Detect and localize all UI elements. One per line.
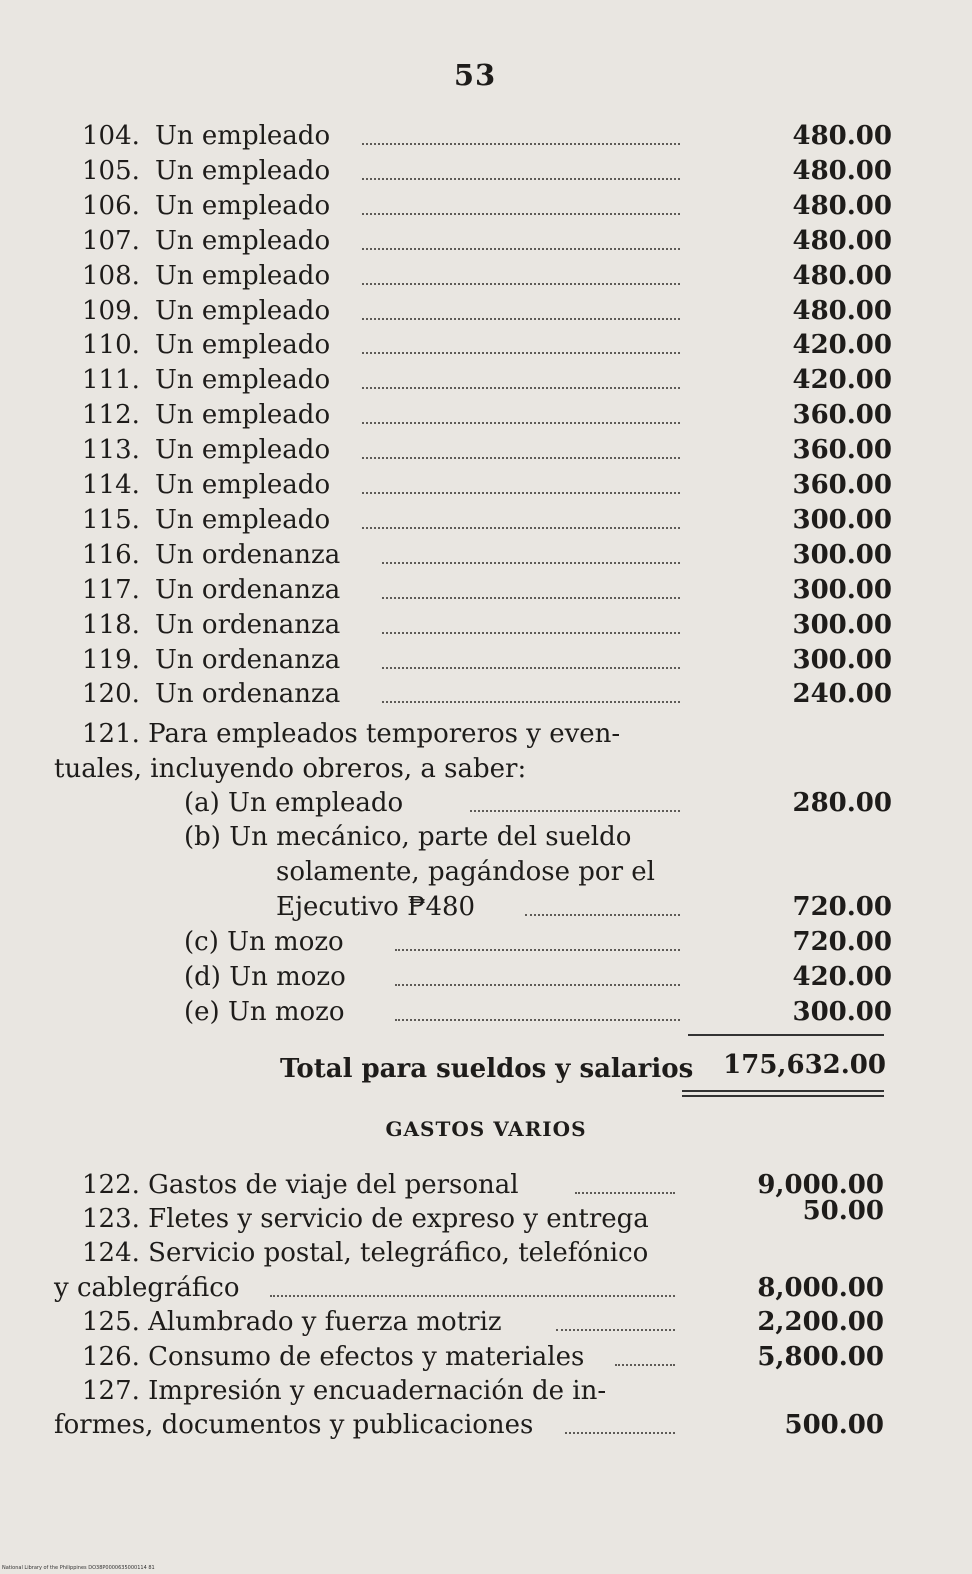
subitem-a-amount: 280.00 (792, 788, 892, 818)
gastos-123-amount: 50.00 (802, 1196, 884, 1226)
dot-leader (615, 1364, 675, 1366)
item-description: Un empleado (155, 365, 331, 396)
salary-item-row (0, 677, 972, 711)
subitem-a (0, 786, 972, 820)
item-description: Un empleado (155, 155, 331, 186)
dot-leader (362, 143, 680, 145)
dot-leader (362, 178, 680, 180)
subitem-e (0, 995, 972, 1029)
subitem-d-label: (d) Un mozo (184, 962, 346, 992)
item-number: 117. (82, 574, 140, 605)
gastos-124-line2: y cablegráfico (54, 1273, 240, 1303)
gastos-123-text: 123. Fletes y servicio de expreso y entrega (82, 1204, 649, 1234)
dot-leader (362, 352, 680, 354)
item-amount: 480.00 (792, 121, 892, 151)
salary-item-row (0, 328, 972, 362)
salary-item-row (0, 224, 972, 258)
gastos-item-127 (0, 1408, 972, 1442)
dot-leader (525, 914, 680, 916)
section-heading: GASTOS VARIOS (385, 1117, 587, 1141)
item-amount: 360.00 (792, 400, 892, 431)
item-number: 118. (82, 609, 140, 640)
salary-item-row (0, 503, 972, 537)
page-number: 53 (453, 58, 497, 92)
gastos-item-126 (0, 1340, 972, 1374)
dot-leader (556, 1329, 675, 1331)
item-amount: 240.00 (792, 679, 892, 710)
item-amount: 300.00 (792, 609, 892, 640)
dot-leader (362, 213, 680, 215)
salary-item-row (0, 573, 972, 607)
item-description: Un empleado (155, 295, 331, 326)
gastos-125-text: 125. Alumbrado y fuerza motriz (82, 1307, 502, 1337)
item-description: Un empleado (155, 121, 331, 151)
item-number: 106. (82, 190, 140, 221)
subitem-c-amount: 720.00 (792, 927, 892, 957)
subitem-b (0, 890, 972, 924)
gastos-126-amount: 5,800.00 (757, 1342, 884, 1372)
dot-leader (382, 562, 680, 564)
dot-leader (362, 318, 680, 320)
item-description: Un empleado (155, 400, 331, 431)
item-amount: 480.00 (792, 225, 892, 256)
subitem-d (0, 960, 972, 994)
dot-leader (362, 527, 680, 529)
salary-item-row (0, 468, 972, 502)
dot-leader (270, 1295, 675, 1297)
gastos-127-line1: 127. Impresión y encuadernación de in- (82, 1376, 607, 1406)
dot-leader (382, 597, 680, 599)
dot-leader (382, 667, 680, 669)
item-number: 113. (82, 435, 140, 466)
item-description: Un empleado (155, 435, 331, 466)
item-amount: 300.00 (792, 644, 892, 675)
item-number: 109. (82, 295, 140, 326)
salary-item-row (0, 259, 972, 293)
item-number: 120. (82, 679, 140, 710)
salary-item-row (0, 189, 972, 223)
salary-item-row (0, 154, 972, 188)
total-amount: 175,632.00 (723, 1050, 886, 1080)
item-amount: 300.00 (792, 574, 892, 605)
item-description: Un empleado (155, 225, 331, 256)
item-amount: 420.00 (792, 330, 892, 361)
item-number: 115. (82, 504, 140, 535)
item-amount: 480.00 (792, 155, 892, 186)
dot-leader (382, 701, 680, 703)
item-number: 111. (82, 365, 140, 396)
footer-credit: National Library of the Philippines DO38P0000635000114 81 (2, 1565, 155, 1571)
gastos-124-amount: 8,000.00 (757, 1273, 884, 1303)
gastos-127-line2: formes, documentos y publicaciones (54, 1410, 534, 1440)
subitem-c-label: (c) Un mozo (184, 927, 344, 957)
item-number: 114. (82, 470, 140, 500)
item-number: 107. (82, 225, 140, 256)
dot-leader (362, 492, 680, 494)
total-double-rule (682, 1090, 884, 1097)
item-number: 112. (82, 400, 140, 431)
dot-leader (565, 1432, 675, 1434)
gastos-126-text: 126. Consumo de efectos y materiales (82, 1342, 585, 1372)
subitem-b-line3: Ejecutivo ₱480 (276, 892, 476, 922)
dot-leader (470, 810, 680, 812)
item-description: Un ordenanza (155, 609, 341, 640)
item-amount: 300.00 (792, 539, 892, 570)
item-amount: 360.00 (792, 435, 892, 466)
item-number: 105. (82, 155, 140, 186)
gastos-127-amount: 500.00 (784, 1410, 884, 1440)
subitem-c (0, 925, 972, 959)
item-description: Un empleado (155, 504, 331, 535)
dot-leader (395, 1019, 680, 1021)
salary-item-row (0, 119, 972, 153)
subitem-d-amount: 420.00 (792, 962, 892, 992)
item-amount: 480.00 (792, 260, 892, 291)
item-number: 108. (82, 260, 140, 291)
item-description: Un empleado (155, 330, 331, 361)
dot-leader (395, 949, 680, 951)
dot-leader (362, 283, 680, 285)
dot-leader (362, 457, 680, 459)
item-description: Un empleado (155, 190, 331, 221)
salary-item-row (0, 643, 972, 677)
gastos-122-text: 122. Gastos de viaje del personal (82, 1170, 519, 1200)
salary-item-row (0, 363, 972, 397)
item-number: 119. (82, 644, 140, 675)
subitem-e-label: (e) Un mozo (184, 997, 345, 1027)
gastos-item-124 (0, 1271, 972, 1305)
item-121-line1: 121. Para empleados temporeros y even- (82, 719, 621, 749)
item-amount: 420.00 (792, 365, 892, 396)
gastos-122-amount: 9,000.00 (757, 1170, 884, 1200)
dot-leader (362, 422, 680, 424)
subitem-b-line2: solamente, pagándose por el (276, 857, 655, 887)
subitem-e-amount: 300.00 (792, 997, 892, 1027)
gastos-124-line1: 124. Servicio postal, telegráfico, telefónico (82, 1238, 649, 1268)
salary-item-row (0, 433, 972, 467)
salary-item-row (0, 538, 972, 572)
item-description: Un ordenanza (155, 539, 341, 570)
total-rule (688, 1034, 884, 1036)
salary-item-row (0, 398, 972, 432)
item-amount: 480.00 (792, 190, 892, 221)
item-number: 110. (82, 330, 140, 361)
subitem-a-label: (a) Un empleado (184, 788, 404, 818)
item-description: Un ordenanza (155, 574, 341, 605)
subitem-b-amount: 720.00 (792, 892, 892, 922)
item-description: Un empleado (155, 260, 331, 291)
salary-item-row (0, 294, 972, 328)
dot-leader (395, 984, 680, 986)
dot-leader (362, 387, 680, 389)
item-description: Un empleado (155, 470, 331, 500)
subitem-b-line1: (b) Un mecánico, parte del sueldo (184, 822, 632, 852)
item-amount: 300.00 (792, 504, 892, 535)
gastos-item-123 (0, 1196, 972, 1236)
dot-leader (382, 632, 680, 634)
item-amount: 480.00 (792, 295, 892, 326)
total-label: Total para sueldos y salarios (280, 1054, 694, 1084)
dot-leader (575, 1192, 675, 1194)
item-amount: 360.00 (792, 470, 892, 500)
salary-item-row (0, 608, 972, 642)
item-number: 104. (82, 121, 140, 151)
item-number: 116. (82, 539, 140, 570)
dot-leader (362, 248, 680, 250)
gastos-125-amount: 2,200.00 (757, 1307, 884, 1337)
gastos-item-125 (0, 1305, 972, 1339)
item-121-line2: tuales, incluyendo obreros, a saber: (54, 754, 527, 784)
item-description: Un ordenanza (155, 644, 341, 675)
item-description: Un ordenanza (155, 679, 341, 710)
